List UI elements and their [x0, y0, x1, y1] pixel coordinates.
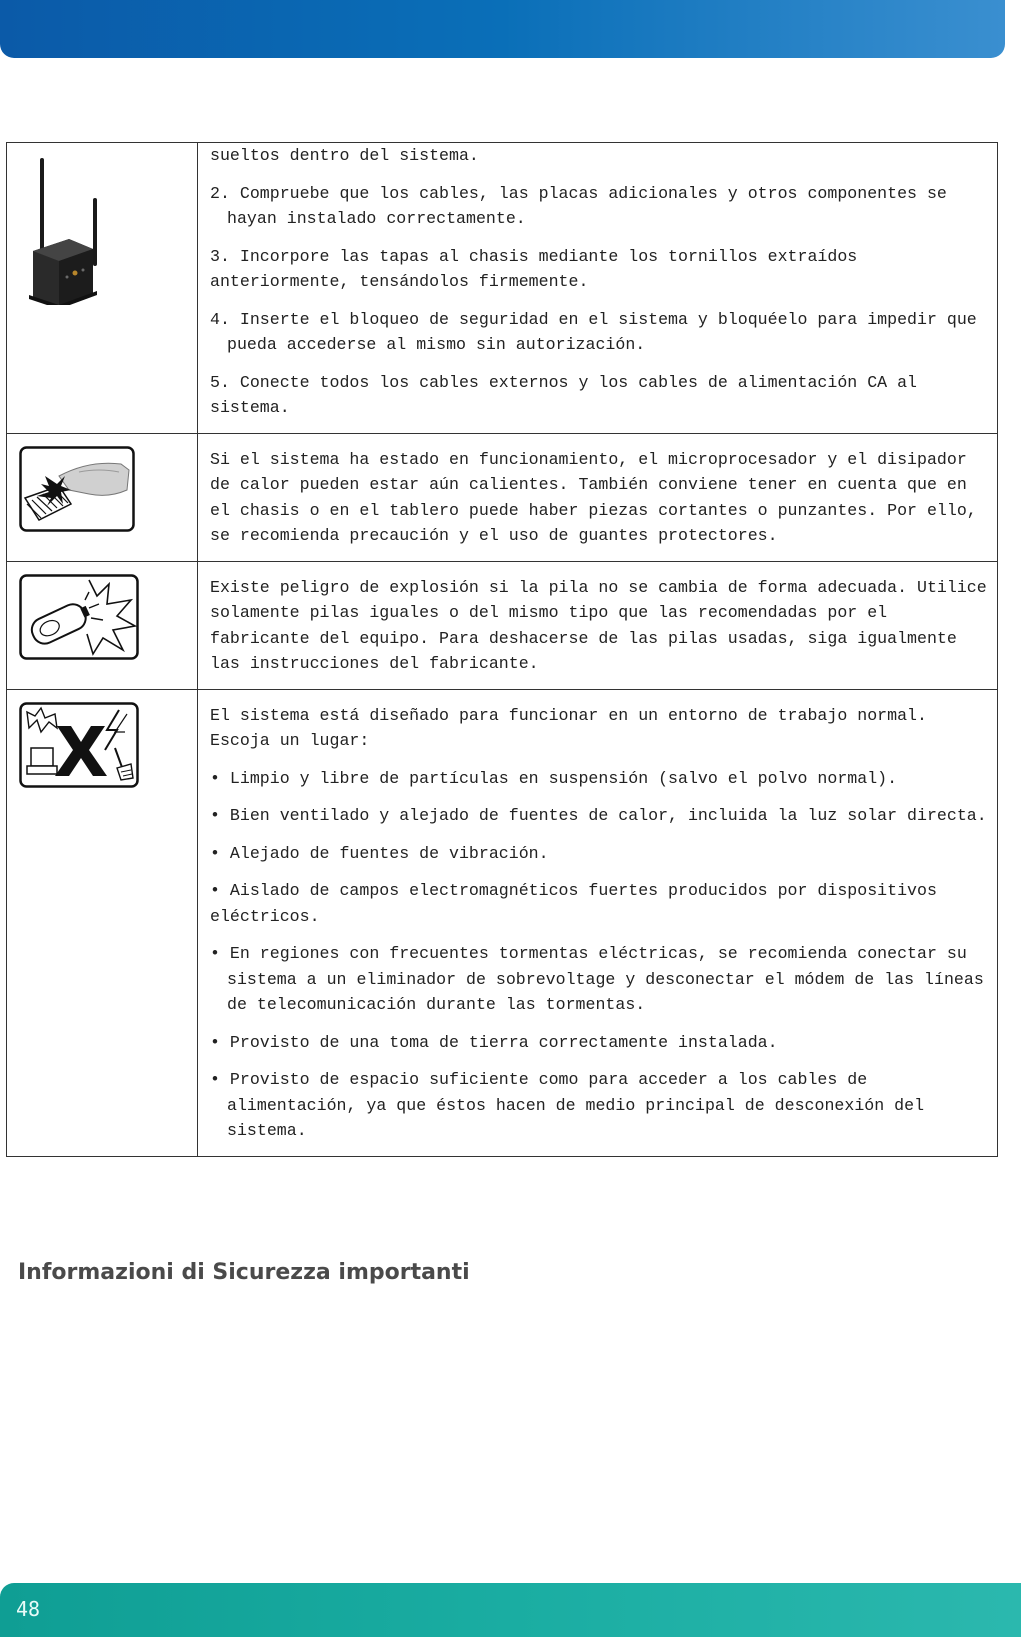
table-row — [7, 143, 998, 434]
hot-heatsink-warning-icon — [19, 446, 135, 532]
list-item: • Provisto de espacio suficiente como para acceder a los cables de alimentación, ya que éstos hacen de medio principal de desconexión del sistema. — [210, 1070, 925, 1140]
table-row — [7, 561, 998, 689]
table-row — [7, 689, 998, 1156]
section-heading: Informazioni di Sicurezza importanti — [18, 1260, 470, 1285]
text-cell — [198, 433, 998, 561]
text-cell — [198, 689, 998, 1156]
list-item: sueltos dentro del sistema. — [210, 146, 479, 165]
list-item: 4. Inserte el bloqueo de seguridad en el sistema y bloquéelo para impedir que pueda accederse al mismo sin autorización. — [210, 309, 977, 354]
page-number: 48 — [16, 1597, 41, 1621]
list-item: 5. Conecte todos los cables externos y los cables de alimentación CA al sistema. — [210, 372, 918, 417]
list-item: • En regiones con frecuentes tormentas eléctricas, se recomienda conectar su sistema a un eliminador de sobrevoltage y desconectar el módem de las líneas de telecomunicación durante las tormentas. — [210, 944, 984, 1014]
header-banner — [0, 0, 1005, 58]
list-item: • Limpio y libre de partículas en suspensión (salvo el polvo normal). — [210, 768, 898, 788]
table-row — [7, 433, 998, 561]
icon-cell — [7, 143, 198, 434]
safety-instructions-table — [6, 142, 998, 1157]
battery-explosion-icon — [19, 574, 139, 660]
list-item: • Bien ventilado y alejado de fuentes de calor, incluida la luz solar directa. — [210, 806, 987, 825]
list-item: • Provisto de una toma de tierra correctamente instalada. — [210, 1032, 778, 1052]
icon-cell — [7, 689, 198, 1156]
list-item: Existe peligro de explosión si la pila no se cambia de forma adecuada. Utilice solamente pilas iguales o del mismo tipo que las recomendadas por el fabricante del equipo. Para deshacerse de las pilas usadas, siga igualmente las instrucciones del fabricante. — [210, 577, 987, 673]
icon-cell — [7, 433, 198, 561]
text-cell — [198, 143, 998, 434]
list-item: • Aislado de campos electromagnéticos fuertes producidos por dispositivos eléctricos. — [210, 881, 937, 926]
text-cell — [198, 561, 998, 689]
list-item: 3. Incorpore las tapas al chasis mediante los tornillos extraídos anteriormente, tensándolos firmemente. — [210, 246, 858, 291]
environment-hazard-icon — [19, 702, 139, 788]
icon-cell — [7, 561, 198, 689]
list-item: El sistema está diseñado para funcionar en un entorno de trabajo normal. Escoja un lugar: — [210, 705, 927, 750]
router-device-icon — [19, 155, 99, 305]
list-item: Si el sistema ha estado en funcionamiento, el microprocesador y el disipador de calor pueden estar aún calientes. También conviene tener en cuenta que en el chasis o en el tablero puede haber piezas cortantes o punzantes. Por ello, se recomienda precaución y el uso de guantes protectores. — [210, 449, 977, 545]
list-item: 2. Compruebe que los cables, las placas adicionales y otros componentes se hayan instalado correctamente. — [210, 183, 947, 228]
list-item: • Alejado de fuentes de vibración. — [210, 843, 549, 863]
footer-banner — [0, 1583, 1021, 1637]
